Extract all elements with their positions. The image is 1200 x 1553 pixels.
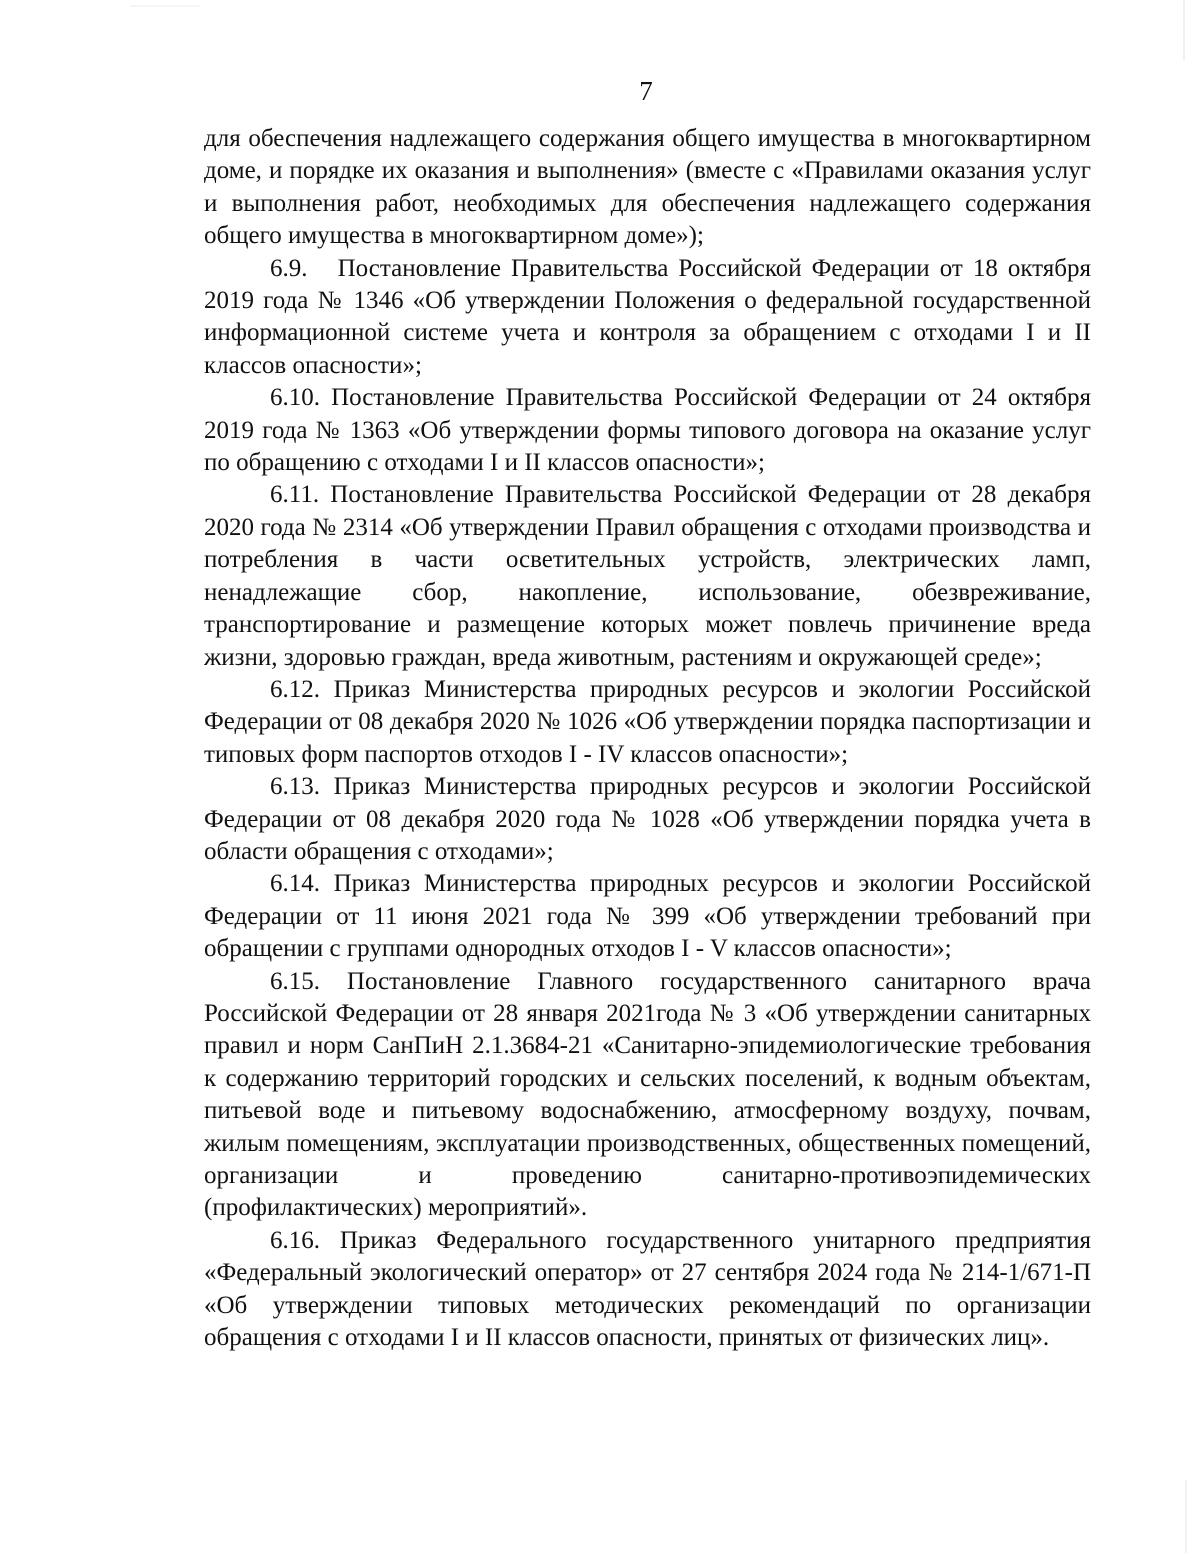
paragraph-item-6-9: 6.9. Постановление Правительства Российской Федерации от 18 октября 2019 года № 1346 «Об утверждении Положения о федеральной государственной информационной системе учета и контроля за обращением с отходами I и II классов опасности»; — [204, 254, 1091, 379]
page-number: 7 — [639, 76, 653, 106]
paragraph-item-6-16: 6.16. Приказ Федерального государственного унитарного предприятия «Федеральный экологический оператор» от 27 сентября 2024 года № 214-1/671-П «Об утверждении типовых методических рекомендаций по организации обращения с отходами I и II классов опасности, принятых от физических лиц». — [204, 1226, 1091, 1352]
paragraph-item-6-14: 6.14. Приказ Министерства природных ресурсов и экологии Российской Федерации от 11 июня 2021 года № 399 «Об утверждении требований при обращении с группами однородных отходов I - V классов опасности»; — [204, 870, 1091, 963]
paragraph-item-6-10: 6.10. Постановление Правительства Российской Федерации от 24 октября 2019 года № 1363 «Об утверждении формы типового договора на оказание услуг по обращению с отходами I и II классов опасности»; — [204, 384, 1091, 477]
paragraph-item-6-12: 6.12. Приказ Министерства природных ресурсов и экологии Российской Федерации от 08 декабря 2020 № 1026 «Об утверждении порядка паспортизации и типовых форм паспортов отходов I - IV классов опасности»; — [204, 675, 1091, 768]
paragraph-continuation: для обеспечения надлежащего содержания общего имущества в многоквартирном доме, и порядке их оказания и выполнения» (вместе с «Правилами оказания услуг и выполнения работ, необходимых для обеспечения надлежащего содержания общего имущества в многоквартирном доме»); — [204, 125, 1091, 250]
paragraph-item-6-11: 6.11. Постановление Правительства Российской Федерации от 28 декабря 2020 года № 2314 «Об утверждении Правил обращения с отходами производства и потребления в части осветительных устройств, электрических ламп, ненадлежащие сбор, накопление, использование, обезвреживание, транспортирование и размещение которых может повлечь причинение вреда жизни, здоровью граждан, вреда животным, растениям и окружающей среде»; — [204, 481, 1091, 671]
paragraph-item-6-13: 6.13. Приказ Министерства природных ресурсов и экологии Российской Федерации от 08 декабря 2020 года № 1028 «Об утверждении порядка учета в области обращения с отходами»; — [204, 773, 1091, 865]
paragraph-item-6-15: 6.15. Постановление Главного государственного санитарного врача Российской Федерации от 28 января 2021года № 3 «Об утверждении санитарных правил и норм СанПиН 2.1.3684-21 «Санитарно-эпидемиологические требования к содержанию территорий городских и сельских поселений, к водным объектам, питьевой воде и питьевому водоснабжению, атмосферному воздуху, почвам, жилым помещениям, эксплуатации производственных, общественных помещений, организации и проведению санитарно-противоэпидемических (профилактических) мероприятий». — [204, 967, 1091, 1222]
document-body — [204, 123, 1091, 1354]
